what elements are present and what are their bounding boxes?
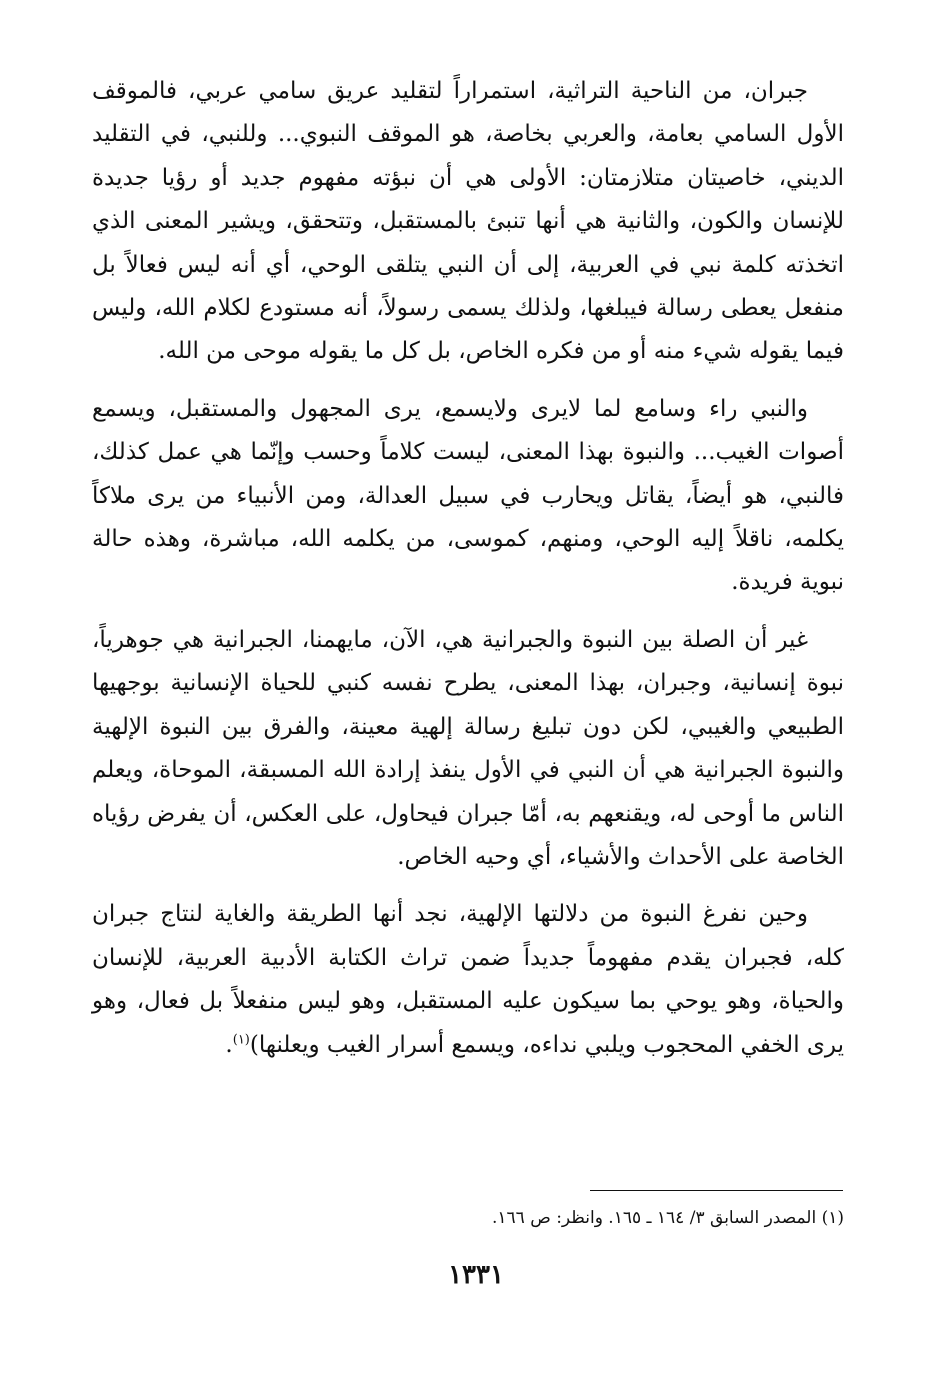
footnote-divider [590, 1190, 843, 1191]
paragraph-1-text: جبران، من الناحية التراثية، استمراراً لتقليد عريق سامي عربي، فالموقف الأول السامي بعامة، والعربي بخاصة، هو الموقف النبوي... وللنبي، في التقليد الديني، خاصيتان متلازمتان: الأولى هي أن نبؤته مفهوم جديد أو رؤيا جديدة للإنسان والكون، والثانية هي أنها تنبئ بالمستقبل، وتتحقق، ويشير المعنى الذي اتخذته كلمة نبي في العربية، إلى أن النبي يتلقى الوحي، أي أنه ليس فعالاً بل منفعل يعطى رسالة فيبلغها، ولذلك يسمى رسولاً، أنه مستودع لكلام الله، وليس فيما يقوله شيء منه أو من فكره الخاص، بل كل ما يقوله موحى من الله. [92, 78, 844, 365]
paragraph-2-text: والنبي راء وسامع لما لايرى ولايسمع، يرى المجهول والمستقبل، ويسمع أصوات الغيب... والنبوة بهذا المعنى، ليست كلاماً وحسب وإنّما هي عمل كذلك، فالنبي، هو أيضاً، يقاتل ويحارب في سبيل العدالة، ومن الأنبياء من يرى ملاكاً يكلمه، ناقلاً إليه الوحي، ومنهم، كموسى، من يكلمه الله، مباشرة، وهذه حالة نبوية فريدة. [92, 395, 844, 596]
paragraph-4-end: . [225, 1031, 233, 1058]
footnote [92, 1203, 844, 1233]
page-number: ١٣٣١ [448, 1260, 504, 1290]
paragraph-4-text: وحين نفرغ النبوة من دلالتها الإلهية، نجد أنها الطريقة والغاية لنتاج جبران كله، فجبران يقدم مفهوماً جديداً ضمن تراث الكتابة الأدبية العربية، للإنسان والحياة، وهو يوحي بما سيكون عليه المستقبل، وهو ليس منفعلاً بل فعال، وهو يرى الخفي المحجوب ويلبي نداءه، ويسمع أسرار الغيب ويعلنها) [92, 901, 844, 1058]
main-text-block [92, 70, 844, 1067]
footnote-text: (١) المصدر السابق ٣/ ١٦٤ ـ ١٦٥. وانظر: ص ١٦٦. [492, 1208, 844, 1228]
paragraph-2 [92, 388, 844, 605]
footnote-marker: (١) [232, 1031, 250, 1047]
paragraph-3-text: غير أن الصلة بين النبوة والجبرانية هي، الآن، مايهمنا، الجبرانية هي جوهرياً، نبوة إنسانية، وجبران، بهذا المعنى، يطرح نفسه كنبي للحياة الإنسانية بوجهيها الطبيعي والغيبي، لكن دون تبليغ رسالة إلهية معينة، والفرق بين النبوة الإلهية والنبوة الجبرانية هي أن النبي في الأول ينفذ إرادة الله المسبقة، الموحاة، ويعلم الناس ما أوحى له، ويقنعهم به، أمّا جبران فيحاول، على العكس، أن يفرض رؤياه الخاصة على الأحداث والأشياء، أي وحيه الخاص. [92, 626, 844, 870]
paragraph-3 [92, 619, 844, 879]
paragraph-4 [92, 893, 844, 1067]
paragraph-1 [92, 70, 844, 374]
